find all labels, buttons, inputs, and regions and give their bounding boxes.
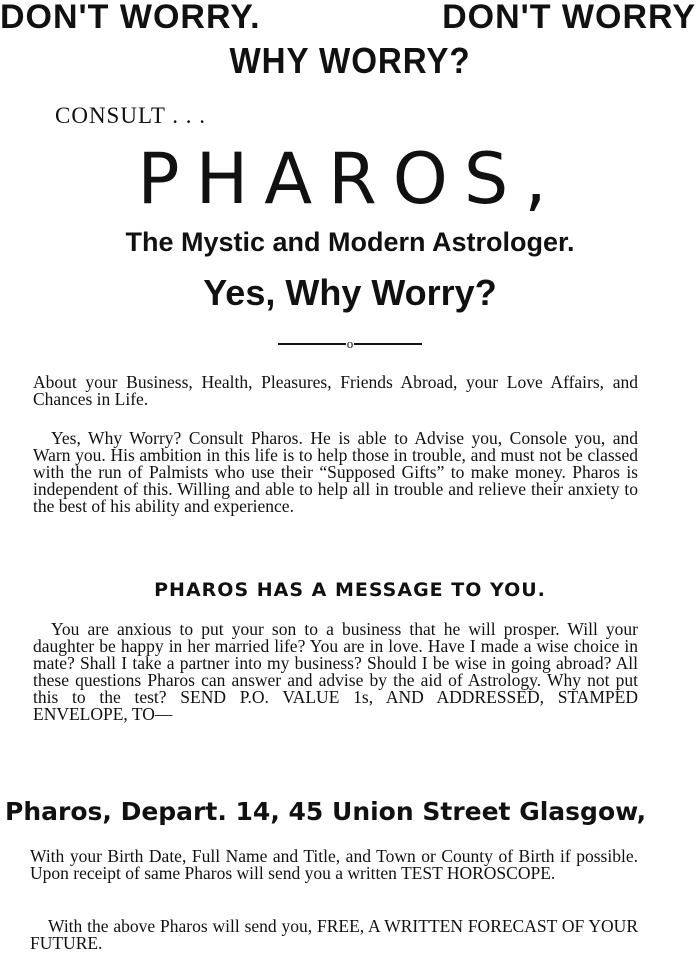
postal-address: Pharos, Depart. 14, 45 Union Street Glasgow, <box>5 797 647 826</box>
header-left-slogan: DON'T WORRY. <box>0 0 261 36</box>
paragraph-topics: About your Business, Health, Pleasures, Friends Abroad, your Love Affairs, and Chances in Life. <box>33 372 638 409</box>
paragraph-about-pharos: Yes, Why Worry? Consult Pharos. He is able to Advise you, Console you, and Warn you. His ambition in this life is to help those in trouble, and must not be classed with the run of Palmists who use their “Supposed Gifts” to make money. Pharos is independent of this. Willing and able to help all in trouble and relieve their anxiety to the best of his ability and experience. <box>33 428 638 516</box>
divider-line-right <box>354 343 422 345</box>
message-heading: PHAROS HAS A MESSAGE TO YOU. <box>154 579 546 601</box>
why-worry-heading: WHY WORRY? <box>229 40 471 81</box>
yes-why-worry-heading: Yes, Why Worry? <box>203 272 497 313</box>
ornamental-divider <box>0 334 700 354</box>
consult-label: CONSULT . . . <box>55 103 207 128</box>
divider-mark: o <box>346 336 354 351</box>
divider-line-left <box>278 343 346 345</box>
header-right-slogan: DON'T WORRY <box>442 0 696 36</box>
paragraph-questions: You are anxious to put your son to a business that he will prosper. Will your daughter be happy in her married life? You are in love. Have I made a wise choice in mate? Shall I take a partner into my business? Should I be wise in going abroad? All these questions Pharos can answer and advise by the aid of Astrology. Why not put this to the test? SEND P.O. VALUE 1s, AND ADDRESSED, STAMPED ENVELOPE, TO— <box>33 619 638 724</box>
pharos-title: PHAROS, <box>137 138 563 220</box>
paragraph-free-forecast: With the above Pharos will send you, FREE, A WRITTEN FORECAST OF YOUR FUTURE. <box>30 916 638 953</box>
paragraph-instructions: With your Birth Date, Full Name and Title, and Town or County of Birth if possible. Upon receipt of same Pharos will send you a written TEST HOROSCOPE. <box>30 846 638 883</box>
tagline: The Mystic and Modern Astrologer. <box>125 227 575 257</box>
